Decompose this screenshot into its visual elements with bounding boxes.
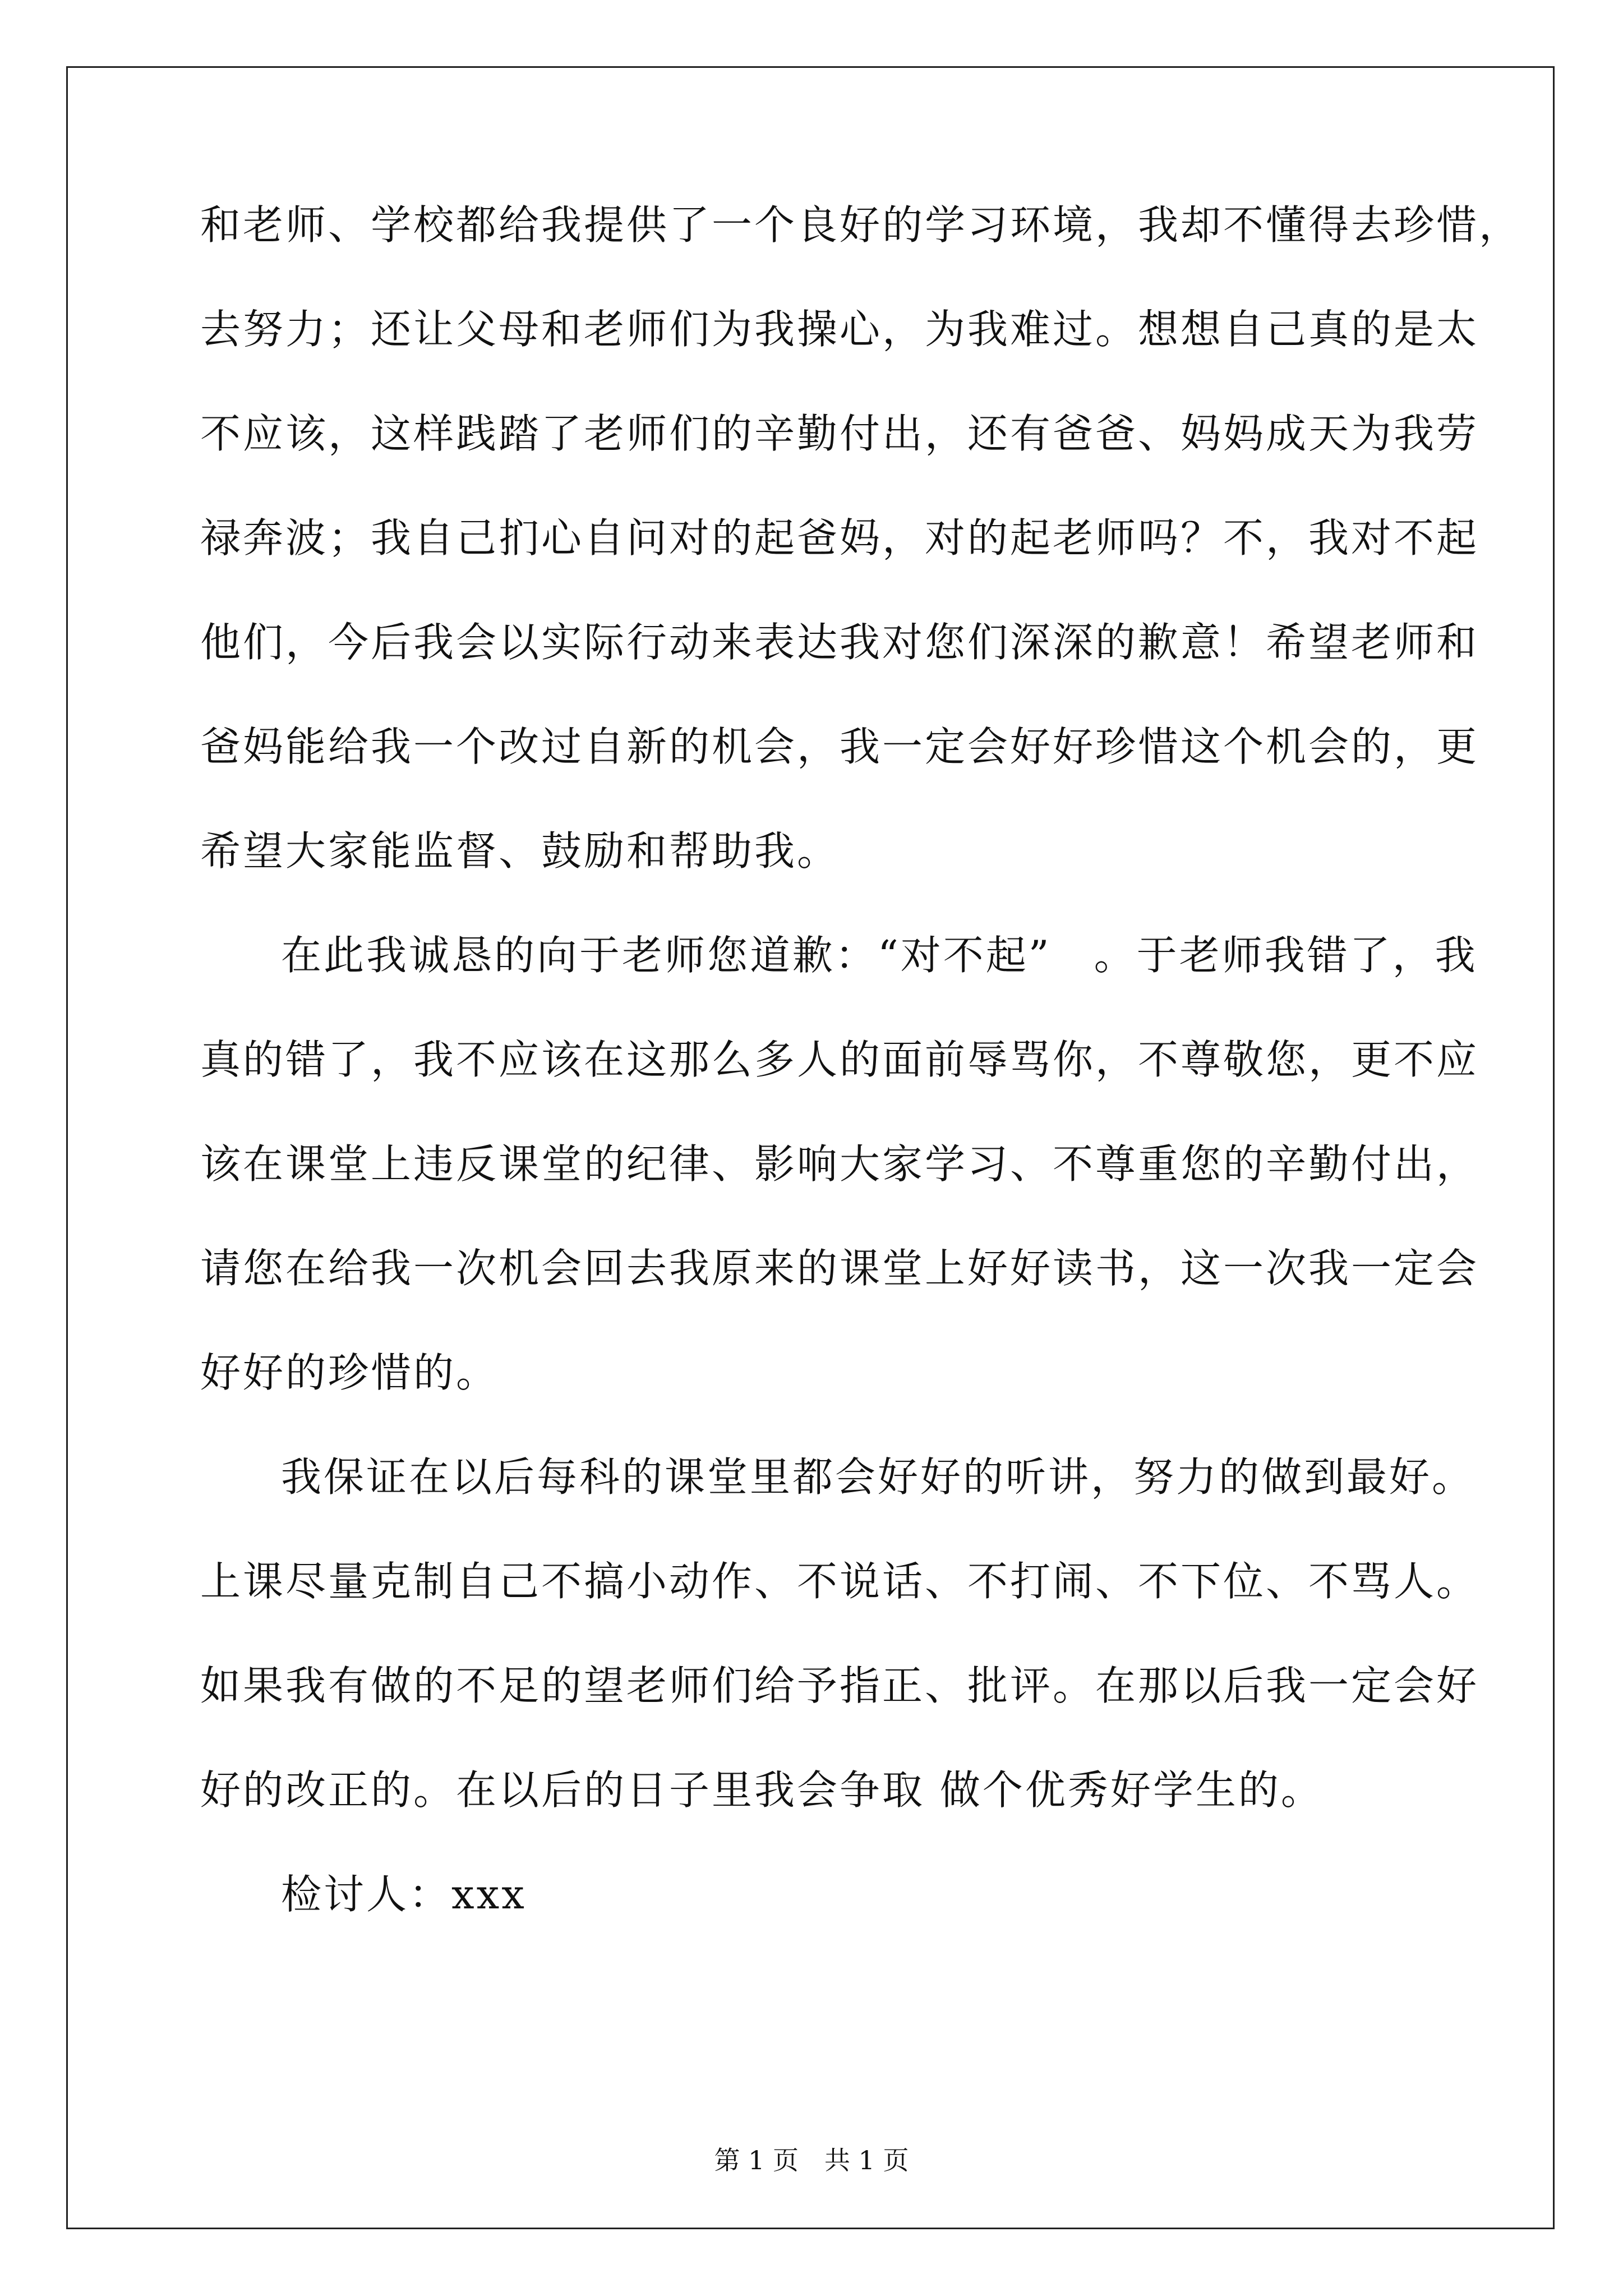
body-line: 如果我有做的不足的望老师们给予指正、批评。在那以后我一定会好 [200, 1662, 1479, 1709]
body-line: 该在课堂上违反课堂的纪律、影响大家学习、不尊重您的辛勤付出， [200, 1140, 1479, 1188]
paragraph-start-line: 我保证在以后每科的课堂里都会好好的听讲，努力的做到最好。 [281, 1453, 1475, 1501]
body-line: 禄奔波；我自己扪心自问对的起爸妈，对的起老师吗？不，我对不起 [200, 514, 1479, 562]
body-line: 希望大家能监督、鼓励和帮助我。 [200, 827, 840, 875]
body-line: 爸妈能给我一个改过自新的机会，我一定会好好珍惜这个机会的，更 [200, 723, 1479, 770]
page-number-footer: 第 1 页 共 1 页 [714, 2145, 909, 2175]
body-line: 好的改正的。在以后的日子里我会争取 做个优秀好学生的。 [200, 1766, 1324, 1814]
signature-line: 检讨人：xxx [281, 1871, 527, 1918]
paragraph-start-line: 在此我诚恳的向于老师您道歉：“对不起” 。于老师我错了，我 [281, 932, 1478, 979]
body-line: 真的错了，我不应该在这那么多人的面前辱骂你，不尊敬您，更不应 [200, 1036, 1479, 1083]
document-body [200, 201, 1522, 1978]
body-line: 好好的珍惜的。 [200, 1349, 499, 1396]
body-line: 和老师、学校都给我提供了一个良好的学习环境，我却不懂得去珍惜， [200, 201, 1522, 249]
body-line: 上课尽量克制自己不搞小动作、不说话、不打闹、不下位、不骂人。 [200, 1558, 1479, 1605]
body-line: 请您在给我一次机会回去我原来的课堂上好好读书，这一次我一定会 [200, 1245, 1479, 1292]
body-line: 他们，今后我会以实际行动来表达我对您们深深的歉意！希望老师和 [200, 619, 1479, 666]
body-line: 不应该，这样践踏了老师们的辛勤付出，还有爸爸、妈妈成天为我劳 [200, 410, 1479, 457]
body-line: 去努力；还让父母和老师们为我操心，为我难过。想想自己真的是太 [200, 306, 1479, 353]
